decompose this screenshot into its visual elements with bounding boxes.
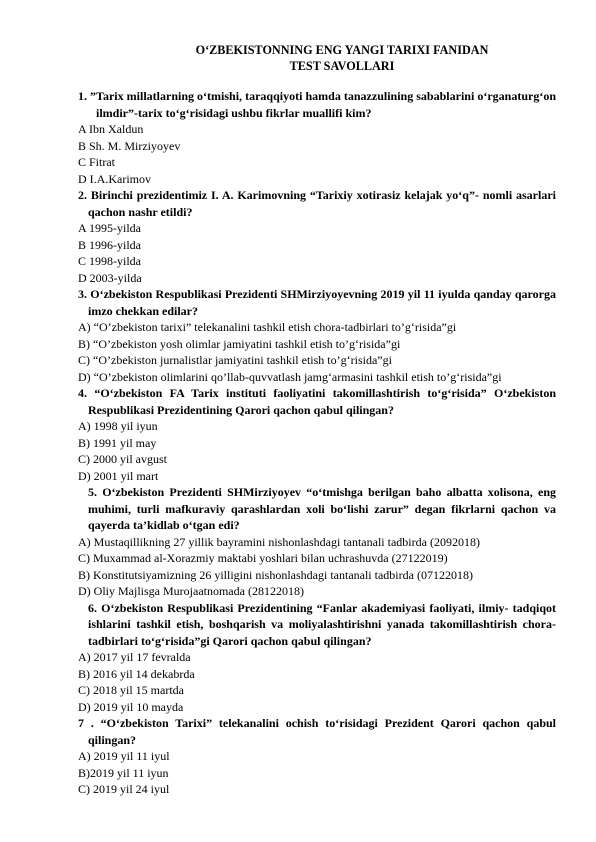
question-block — [78, 600, 556, 716]
answer-option: D) 2019 yil 10 mayda — [78, 699, 184, 714]
question-text: 3. O‘zbekiston Respublikasi Prezidenti SHMirziyoyevning 2019 yil 11 iyulda qanday qarorga imzo chekkan edilar? — [78, 287, 556, 318]
answer-option: C Fitrat — [78, 155, 116, 169]
answer-option: A) 2017 yil 17 fevralda — [78, 650, 191, 664]
answer-option: A) 1998 yil iyun — [78, 419, 158, 433]
question-text: 4. “O‘zbekiston FA Tarix instituti faoliyatini takomillashtirish to‘g‘risida” O‘zbekiston Respublikasi Prezidentining Qarori qachon qabul qilingan? — [78, 386, 556, 417]
question-block — [78, 484, 556, 600]
question-block — [78, 286, 556, 385]
answer-option: A) Mustaqillikning 27 yillik bayramini nishonlashdagi tantanali tadbirda (2092018) — [78, 534, 480, 549]
question-block — [78, 385, 556, 484]
question-text: 5. O‘zbekiston Prezidenti SHMirziyoyev “o‘tmishga berilgan baho albatta xolisona, eng muhimi, turli mafkuraviy qarashlardan xoli bo‘lishi zarur” degan fikrlarni qachon va qayerda ta’kidlab o‘tgan edi? — [88, 485, 556, 532]
answer-option: B) Konstitutsiyamizning 26 yilligini nishonlashdagi tantanali tadbirda (07122018) — [78, 567, 473, 582]
answer-option: A 1995-yilda — [78, 221, 141, 235]
answer-option: B) 2016 yil 14 dekabrda — [78, 666, 195, 681]
question-block — [78, 187, 556, 286]
answer-option: B)2019 yil 11 iyun — [78, 765, 169, 780]
question-block — [78, 715, 556, 798]
answer-option: C) 2000 yil avgust — [78, 452, 167, 466]
answer-option: C 1998-yilda — [78, 254, 141, 268]
page-title — [128, 42, 556, 74]
answer-option: C) “O’zbekiston jurnalistlar jamiyatini tashkil etish to’g‘risida”gi — [78, 353, 392, 367]
question-block — [78, 88, 556, 187]
answer-option: D) Oliy Majlisga Murojaatnomada (28122018) — [78, 584, 304, 598]
answer-option: D I.A.Karimov — [78, 171, 151, 186]
title-line-1: O‘ZBEKISTONNING ENG YANGI TARIXI FANIDAN — [195, 43, 489, 57]
answer-option: A) “O’zbekiston tarixi” telekanalini tashkil etish chora-tadbirlari to’g‘risida”gi — [78, 320, 457, 334]
answer-option: B) “O’zbekiston yosh olimlar jamiyatini tashkil etish to’g‘risida”gi — [78, 336, 401, 351]
question-text: 1. ”Tarix millatlarning o‘tmishi, taraqqiyoti hamda tanazzulining sabablarini o‘rganaturg‘on ilmdir”-tarix to‘g‘risidagi ushbu fikrlar muallifi kim? — [78, 89, 556, 120]
answer-option: C) 2018 yil 15 martda — [78, 683, 184, 697]
answer-option: B Sh. M. Mirziyoyev — [78, 138, 181, 153]
answer-option: B) 1991 yil may — [78, 435, 157, 450]
answer-option: C) Muxammad al-Xorazmiy maktabi yoshlari bilan uchrashuvda (27122019) — [78, 551, 448, 565]
title-line-2: TEST SAVOLLARI — [289, 59, 395, 73]
answer-option: D) “O’zbekiston olimlarini qo’llab-quvvatlash jamg‘armasini tashkil etish to’g‘risida”gi — [78, 369, 502, 384]
question-text: 7 . “O‘zbekiston Tarixi” telekanalini ochish to‘risidagi Prezident Qarori qachon qabul qilingan? — [78, 716, 556, 747]
answer-option: D) 2001 yil mart — [78, 468, 159, 483]
answer-option: B 1996-yilda — [78, 237, 141, 252]
answer-option: C) 2019 yil 24 iyul — [78, 782, 170, 796]
answer-option: D 2003-yilda — [78, 270, 142, 285]
question-text: 2. Birinchi prezidentimiz I. A. Karimovning “Tarixiy xotirasiz kelajak yo‘q”- nomli asarlari qachon nashr etildi? — [78, 188, 556, 219]
answer-option: A) 2019 yil 11 iyul — [78, 749, 170, 763]
answer-option: A Ibn Xaldun — [78, 122, 144, 136]
question-text: 6. O‘zbekiston Respublikasi Prezidentining “Fanlar akademiyasi faoliyati, ilmiy- tadqiqot ishlarini tashkil etish, boshqarish va moliyalashtirishni yanada takomillashtirish chora-tadbirlari to‘g‘risida”gi Qarori qachon qabul qilingan? — [88, 600, 556, 648]
